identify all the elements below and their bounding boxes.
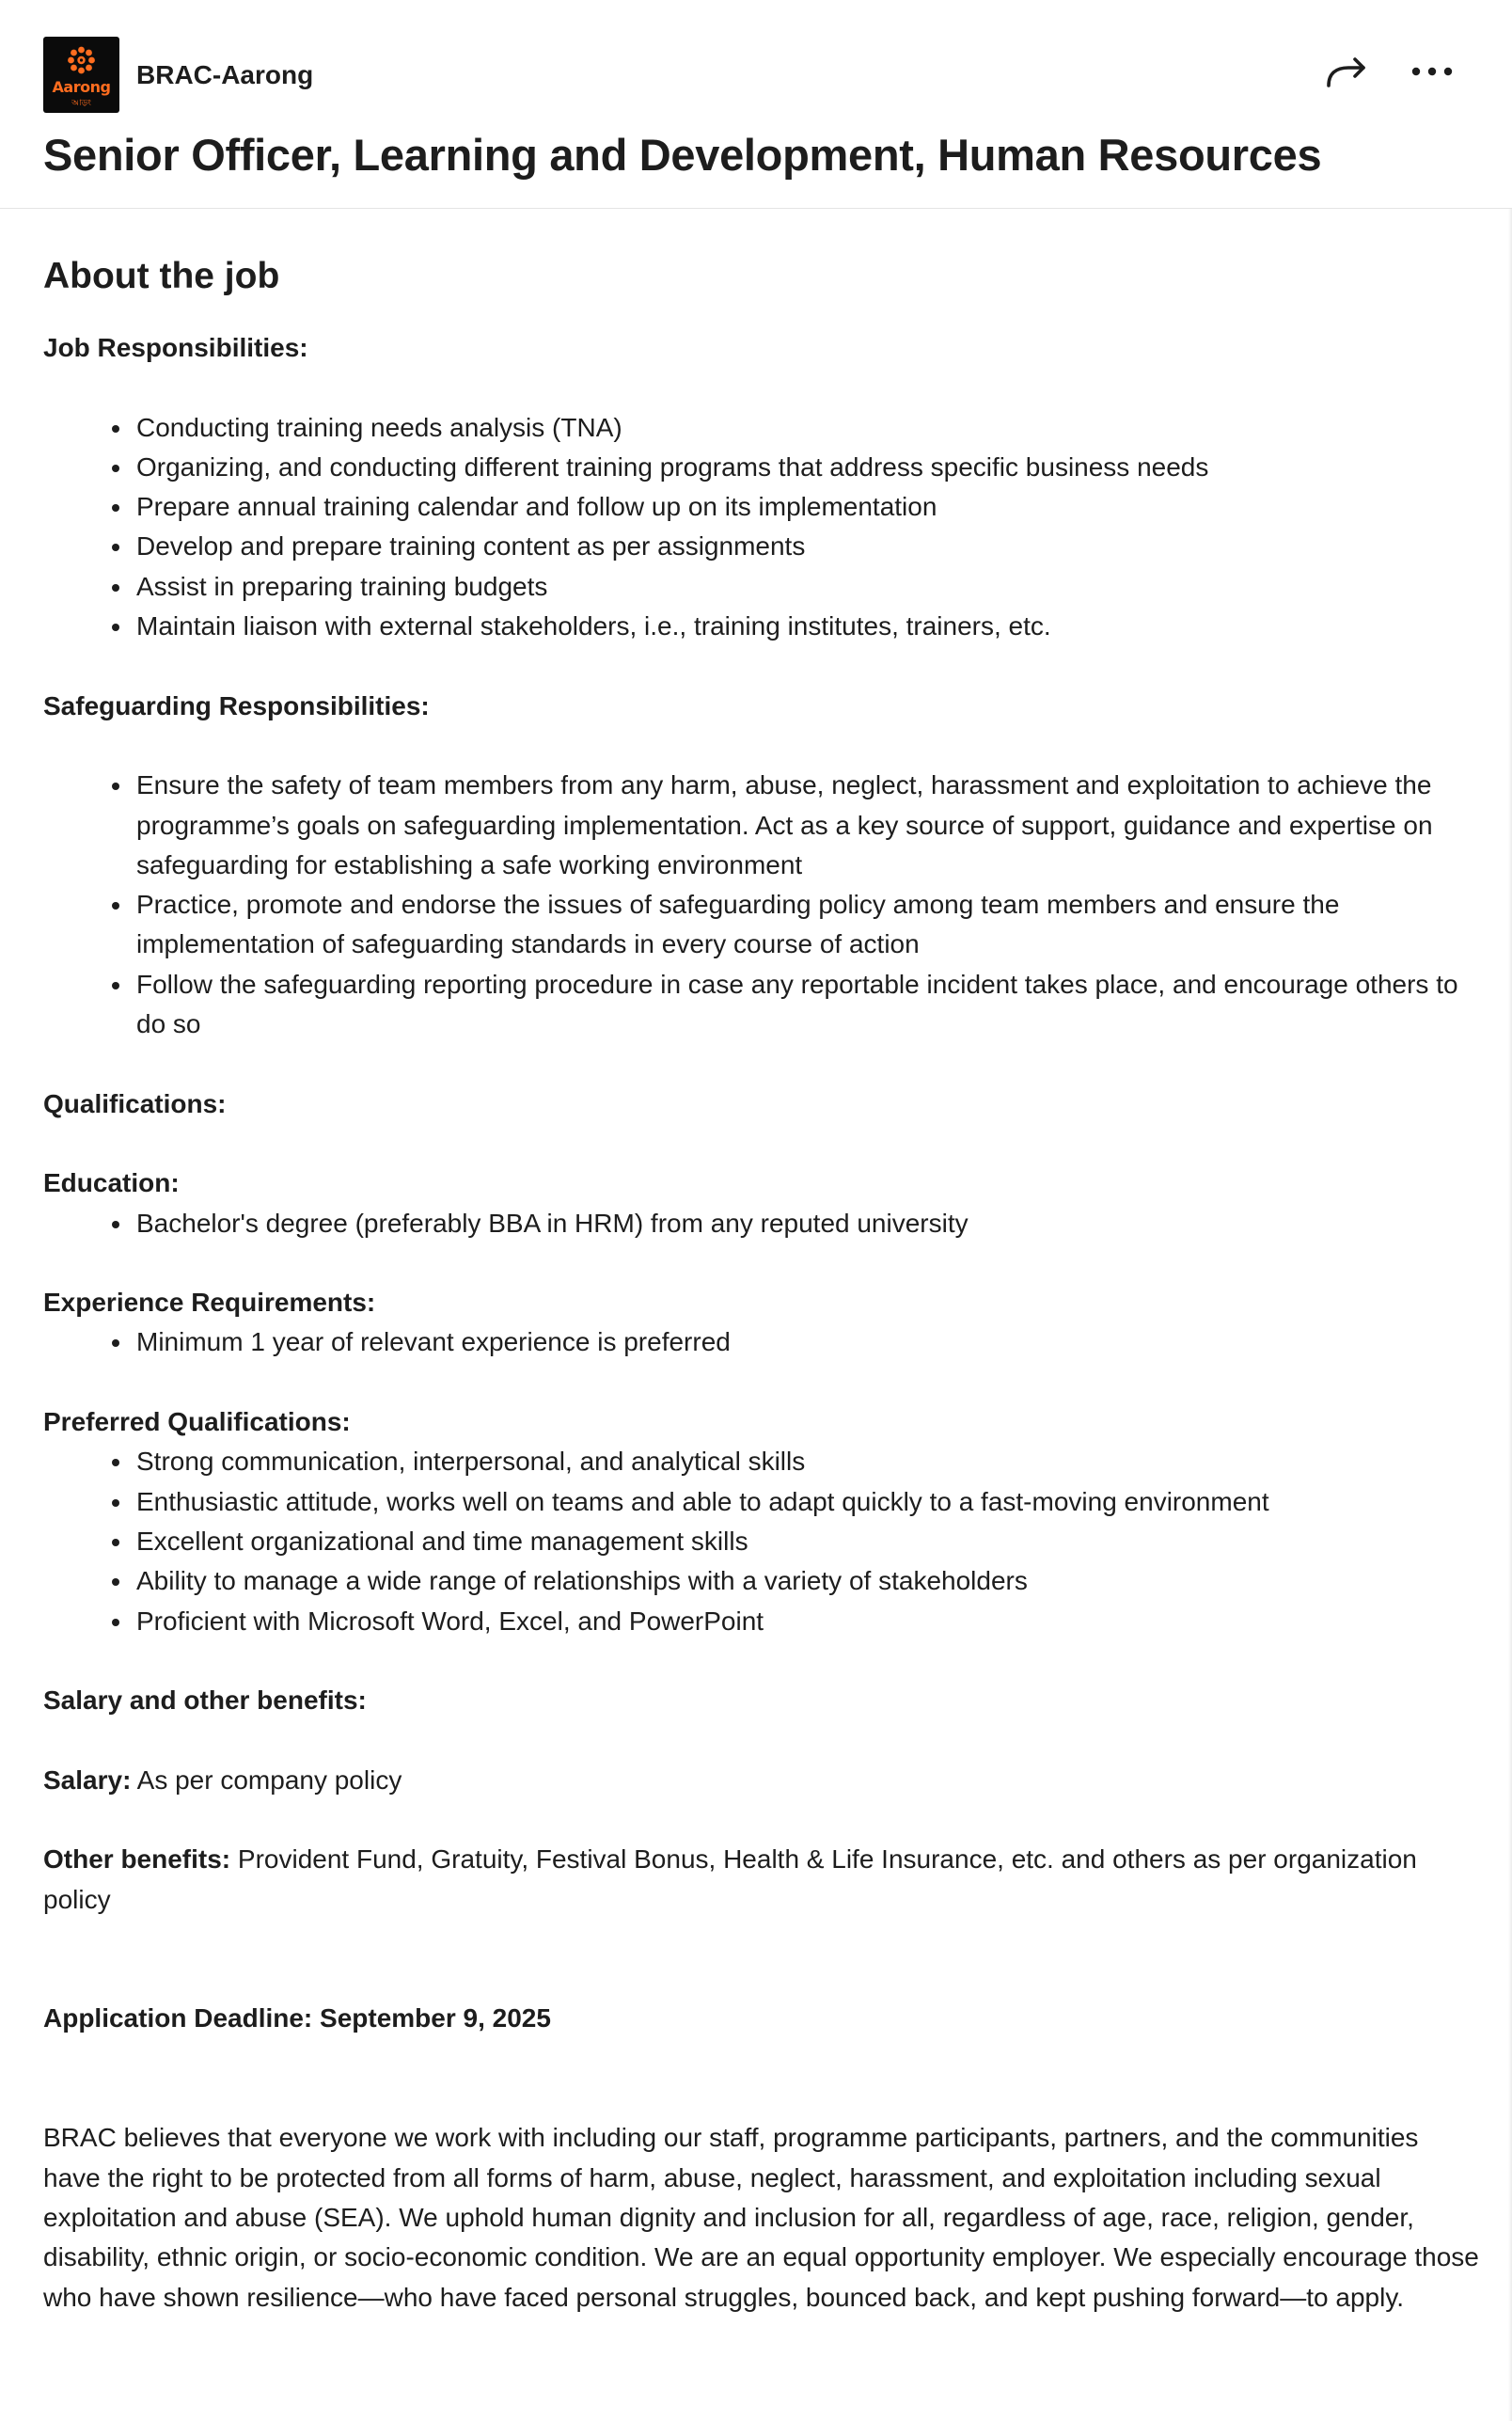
more-horizontal-icon[interactable] <box>1410 53 1454 90</box>
company-name-link[interactable]: BRAC-Aarong <box>136 59 314 89</box>
company-row <box>43 37 313 113</box>
education-list <box>43 1204 1482 1243</box>
experience-list <box>43 1322 1482 1362</box>
list-item: Ensure the safety of team members from any harm, abuse, neglect, harassment and exploitation to achieve the programme’s goals on safeguarding implementation. Act as a key source of support, guidance and expertise on safeguarding for establishing a safe working environment <box>94 766 1482 885</box>
logo-wordmark: Aarong <box>52 78 111 96</box>
experience-heading: Experience Requirements: <box>43 1288 376 1318</box>
other-benefits-value: Provident Fund, Gratuity, Festival Bonus, Health & Life Insurance, etc. and others as per organization policy <box>43 1844 1417 1914</box>
other-benefits-line <box>43 1840 1482 1920</box>
list-item: Enthusiastic attitude, works well on teams and able to adapt quickly to a fast-moving environment <box>94 1482 1482 1522</box>
list-item: Excellent organizational and time management skills <box>94 1522 1482 1561</box>
education-heading: Education: <box>43 1168 180 1198</box>
list-item: Proficient with Microsoft Word, Excel, and PowerPoint <box>94 1602 1482 1641</box>
list-item: Bachelor's degree (preferably BBA in HRM) from any reputed university <box>94 1204 1482 1243</box>
qualifications-heading: Qualifications: <box>43 1088 227 1118</box>
list-item: Strong communication, interpersonal, and analytical skills <box>94 1442 1482 1481</box>
spacer <box>43 1363 1482 1402</box>
spacer <box>43 726 1482 766</box>
list-item: Ability to manage a wide range of relationships with a variety of stakeholders <box>94 1561 1482 1601</box>
spacer <box>43 1044 1482 1084</box>
salary-value: As per company policy <box>136 1764 402 1795</box>
deadline-block <box>43 1959 1482 2039</box>
spacer <box>43 1959 1482 1999</box>
spacer <box>43 1641 1482 1681</box>
spacer <box>43 1243 1482 1283</box>
other-benefits-label: Other benefits: <box>43 1844 231 1875</box>
spacer <box>43 646 1482 686</box>
list-item: Develop and prepare training content as per assignments <box>94 527 1482 566</box>
salary-benefits-heading: Salary and other benefits: <box>43 1685 367 1716</box>
list-item: Prepare annual training calendar and follow up on its implementation <box>94 487 1482 527</box>
spacer <box>43 1800 1482 1840</box>
header-actions <box>1324 53 1454 90</box>
preferred-qualifications-heading: Preferred Qualifications: <box>43 1407 351 1437</box>
list-item: Organizing, and conducting different training programs that address specific business needs <box>94 448 1482 487</box>
safeguarding-heading: Safeguarding Responsibilities: <box>43 690 430 720</box>
safeguarding-list <box>43 766 1482 1044</box>
salary-label: Salary: <box>43 1764 132 1795</box>
share-arrow-icon[interactable] <box>1324 53 1369 90</box>
list-item: Maintain liaison with external stakeholders, i.e., training institutes, trainers, etc. <box>94 607 1482 646</box>
safeguarding-statement: BRAC believes that everyone we work with including our staff, programme participants, partners, and the communities have the right to be protected from all forms of harm, abuse, neglect, harassment, and exploitation including sexual exploitation and abuse (SEA). We uphold human dignity and inclusion for all, regardless of age, race, religion, gender, disability, ethnic origin, or socio-economic condition. We are an equal opportunity employer. We especially encourage those who have shown resilience—who have faced personal struggles, bounced back, and kept pushing forward—to apply. <box>43 2123 1479 2312</box>
application-deadline: Application Deadline: September 9, 2025 <box>43 2003 551 2033</box>
job-responsibilities-list <box>43 408 1482 647</box>
list-item: Minimum 1 year of relevant experience is preferred <box>94 1322 1482 1362</box>
list-item: Practice, promote and endorse the issues of safeguarding policy among team members and ensure the implementation of safeguarding standards in every course of action <box>94 885 1482 965</box>
panel-edge-shadow <box>1508 209 1512 2421</box>
company-logo[interactable] <box>43 37 119 113</box>
job-header <box>0 0 1512 209</box>
job-description <box>43 246 1482 2318</box>
spacer <box>43 1720 1482 1760</box>
spacer <box>43 1124 1482 1163</box>
list-item: Follow the safeguarding reporting procedure in case any reportable incident takes place, and encourage others to do so <box>94 965 1482 1045</box>
job-title: Senior Officer, Learning and Development, Human Resources <box>43 130 1322 180</box>
job-responsibilities-heading: Job Responsibilities: <box>43 333 308 362</box>
about-heading: About the job <box>43 256 280 296</box>
spacer <box>43 368 1482 407</box>
preferred-qualifications-list <box>43 1442 1482 1640</box>
logo-subtext: আড়ং <box>71 98 91 107</box>
list-item: Conducting training needs analysis (TNA) <box>94 408 1482 448</box>
list-item: Assist in preparing training budgets <box>94 567 1482 607</box>
salary-line <box>43 1761 1482 1800</box>
